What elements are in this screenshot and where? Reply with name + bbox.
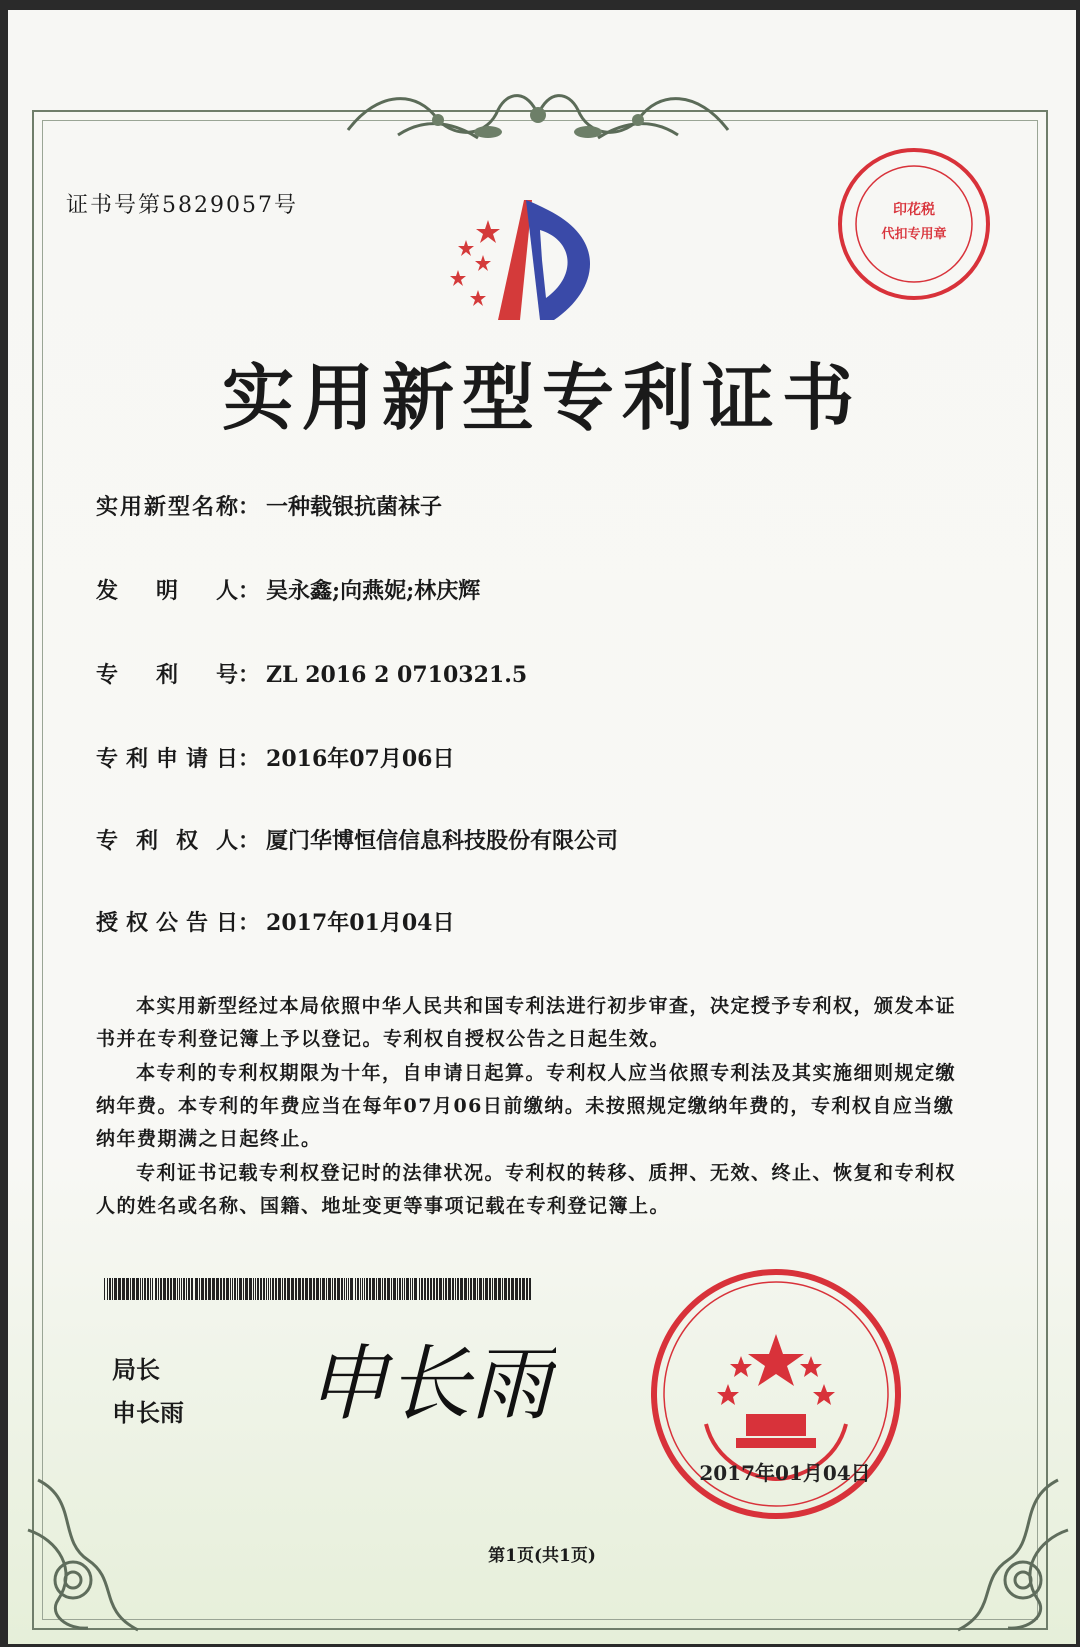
barcode-bar [272,1278,274,1300]
barcode-bar [483,1278,484,1300]
field-value: 2017年01月04日 [266,910,455,936]
barcode-bar [369,1278,371,1300]
director-signature-icon [296,1332,556,1442]
barcode-bar [382,1278,383,1300]
barcode-bar [191,1278,193,1300]
barcode-bar [309,1278,312,1300]
barcode-bar [237,1278,238,1300]
barcode-bar [485,1278,488,1300]
barcode-bar [287,1278,290,1300]
field-label: 授权公告日 [96,910,238,936]
barcode-bar [278,1278,281,1300]
barcode-bar [473,1278,476,1300]
barcode-bar [313,1278,315,1300]
page-number: 第1页(共1页) [488,1546,596,1566]
barcode-bar [443,1278,444,1300]
barcode-bar [384,1278,386,1300]
top-ornament-icon [338,80,738,150]
barcode-bar [223,1278,225,1300]
barcode-bar [436,1278,438,1300]
barcode-bar [155,1278,157,1300]
barcode-bar [421,1278,423,1300]
field-value: 2016年07月06日 [266,746,455,772]
barcode-bar [402,1278,403,1300]
barcode-bar [253,1278,254,1300]
barcode-bar [114,1278,117,1300]
field-value: 吴永鑫;向燕妮;林庆辉 [266,578,481,604]
barcode-bar [255,1278,256,1300]
barcode-bar [260,1278,262,1300]
barcode-bar [291,1278,294,1300]
patent-office-logo-icon [428,190,608,330]
barcode-bar [412,1278,413,1300]
barcode-bar [468,1278,469,1300]
barcode-bar [177,1278,178,1300]
barcode-bar [167,1278,169,1300]
barcode-bar [362,1278,363,1300]
barcode-bar [243,1278,244,1300]
barcode-bar [378,1278,381,1300]
field-label: 发明人 [96,578,238,604]
barcode-bar [316,1278,319,1300]
barcode-bar [341,1278,343,1300]
barcode-bar [107,1278,108,1300]
barcode-bar [140,1278,141,1300]
barcode-bar [249,1278,252,1300]
field-label: 专利号 [96,662,238,688]
barcode-bar [364,1278,365,1300]
barcode-bar [508,1278,510,1300]
barcode-bar [188,1278,190,1300]
body-paragraph: 本实用新型经过本局依照中华人民共和国专利法进行初步审查，决定授予专利权，颁发本证书并在专利登记簿上予以登记。专利权自授权公告之日起生效。 [96,995,957,1050]
barcode-bar [118,1278,121,1300]
body-paragraph: 专利证书记载专利权登记时的法律状况。专利权的转移、质押、无效、终止、恢复和专利权人的姓名或名称、国籍、地址变更等事项记载在专利登记簿上。 [96,1162,957,1217]
barcode-bar [230,1278,231,1300]
barcode-bar [414,1278,417,1300]
barcode-bar [344,1278,345,1300]
barcode-bar [305,1278,308,1300]
certificate-sheet [8,10,1076,1644]
barcode-bar [181,1278,182,1300]
field-utility-model-name: 实用新型名称： 一种载银抗菌袜子 [96,490,442,521]
barcode-bar [346,1278,347,1300]
barcode-bar [502,1278,503,1300]
barcode-bar [147,1278,149,1300]
barcode-bar [511,1278,514,1300]
barcode-bar [404,1278,405,1300]
barcode-bar [239,1278,242,1300]
barcode-bar [109,1278,111,1300]
svg-text:印花税: 印花税 [893,202,935,218]
barcode-bar [158,1278,159,1300]
barcode-bar [410,1278,411,1300]
barcode-bar [257,1278,259,1300]
barcode-bar [334,1278,336,1300]
barcode-bar [366,1278,368,1300]
barcode-bar [498,1278,501,1300]
barcode-bar [526,1278,528,1300]
barcode-bar [455,1278,456,1300]
barcode-bar [263,1278,265,1300]
barcode-bar [357,1278,359,1300]
barcode-bar [393,1278,396,1300]
barcode-bar [529,1278,531,1300]
barcode-bar [479,1278,482,1300]
field-label: 实用新型名称 [96,494,238,520]
barcode-bar [460,1278,463,1300]
barcode-bar [220,1278,222,1300]
barcode-bar [268,1278,269,1300]
barcode-bar [282,1278,283,1300]
barcode-bar [284,1278,286,1300]
barcode-bar [232,1278,233,1300]
barcode-bar [205,1278,207,1300]
barcode-bar [424,1278,426,1300]
barcode-bar [142,1278,143,1300]
barcode-bar [470,1278,472,1300]
field-patentee: 专利权人： 厦门华博恒信信息科技股份有限公司 [96,824,618,855]
barcode-bar [492,1278,493,1300]
barcode-bar [245,1278,248,1300]
barcode-bar [448,1278,451,1300]
barcode-bar [427,1278,429,1300]
barcode-bar [360,1278,361,1300]
director-name: 申长雨 [112,1399,184,1427]
barcode-bar [515,1278,518,1300]
barcode-bar [332,1278,333,1300]
barcode-bar [295,1278,297,1300]
barcode-bar [445,1278,447,1300]
field-patent-number: 专利号： ZL 2016 2 0710321.5 [96,658,527,689]
barcode-bar [348,1278,349,1300]
barcode-bar [504,1278,507,1300]
barcode-bar [406,1278,409,1300]
field-value: 厦门华博恒信信息科技股份有限公司 [266,828,619,854]
barcode-bar [132,1278,135,1300]
barcode-bar [522,1278,525,1300]
barcode-bar [355,1278,356,1300]
barcode-bar [104,1278,105,1300]
barcode-bar [212,1278,215,1300]
barcode-bar [234,1278,236,1300]
barcode-bar [350,1278,353,1300]
field-value: ZL 2016 2 0710321.5 [266,662,528,688]
barcode-bar [150,1278,151,1300]
certificate-number: 证书号第5829057号 [66,193,298,218]
barcode-bar [387,1278,390,1300]
barcode-bar [160,1278,162,1300]
barcode-bar [452,1278,454,1300]
barcode-bar [397,1278,398,1300]
field-inventors: 发明人： 吴永鑫;向燕妮;林庆辉 [96,574,480,605]
barcode-bar [163,1278,166,1300]
seal-date: 2017年01月04日 [699,1461,871,1485]
barcode-bar [226,1278,229,1300]
barcode-bar [477,1278,478,1300]
barcode-bar [494,1278,497,1300]
svg-text:代扣专用章: 代扣专用章 [881,227,947,242]
director-title: 局长 [112,1356,160,1384]
barcode-bar [328,1278,331,1300]
barcode-bar [170,1278,172,1300]
certificate-body [96,990,966,1224]
barcode-bar [122,1278,125,1300]
barcode-bar [112,1278,113,1300]
barcode-bar [270,1278,271,1300]
barcode-bar [326,1278,327,1300]
barcode-bar [391,1278,392,1300]
barcode-bar [199,1278,200,1300]
field-label: 专利申请日 [96,746,238,772]
barcode-bar [376,1278,377,1300]
barcode-bar [322,1278,325,1300]
barcode-bar [275,1278,277,1300]
barcode-bar [186,1278,187,1300]
barcode-bar [433,1278,435,1300]
certificate-title: 实用新型专利证书 [221,356,862,440]
barcode-bar [152,1278,153,1300]
barcode-bar [208,1278,211,1300]
barcode-bar [266,1278,267,1300]
barcode-bar [195,1278,198,1300]
svg-text:申长雨: 申长雨 [306,1337,552,1432]
barcode-bar [320,1278,321,1300]
barcode-bar [179,1278,180,1300]
barcode-bar [136,1278,139,1300]
barcode-bar [464,1278,467,1300]
barcode-bar [183,1278,185,1300]
barcode-bar [201,1278,204,1300]
barcode-bar [126,1278,129,1300]
barcode-bar [337,1278,340,1300]
barcode-bar [439,1278,442,1300]
field-value: 一种载银抗菌袜子 [266,494,443,520]
barcode-bar [302,1278,304,1300]
field-label: 专利权人 [96,828,238,854]
barcode-bar [430,1278,432,1300]
barcode-bar [298,1278,301,1300]
barcode-bar [419,1278,420,1300]
barcode-bar [130,1278,131,1300]
barcode-bar [399,1278,401,1300]
barcode-bar [519,1278,521,1300]
barcode-bar [372,1278,375,1300]
stamp-tax-seal-icon [834,144,994,304]
barcode-bar [457,1278,459,1300]
barcode-bar [173,1278,176,1300]
barcode-bar [489,1278,491,1300]
field-application-date: 专利申请日： 2016年07月06日 [96,742,454,773]
barcode-bar [216,1278,219,1300]
field-grant-date: 授权公告日： 2017年01月04日 [96,906,454,937]
barcode [104,1278,534,1300]
barcode-bar [144,1278,146,1300]
body-paragraph: 本专利的专利权期限为十年，自申请日起算。专利权人应当依照专利法及其实施细则规定缴纳年费。本专利的年费应当在每年07月06日前缴纳。未按照规定缴纳年费的，专利权自应当缴纳年费期满之日起终止。 [96,1062,957,1150]
